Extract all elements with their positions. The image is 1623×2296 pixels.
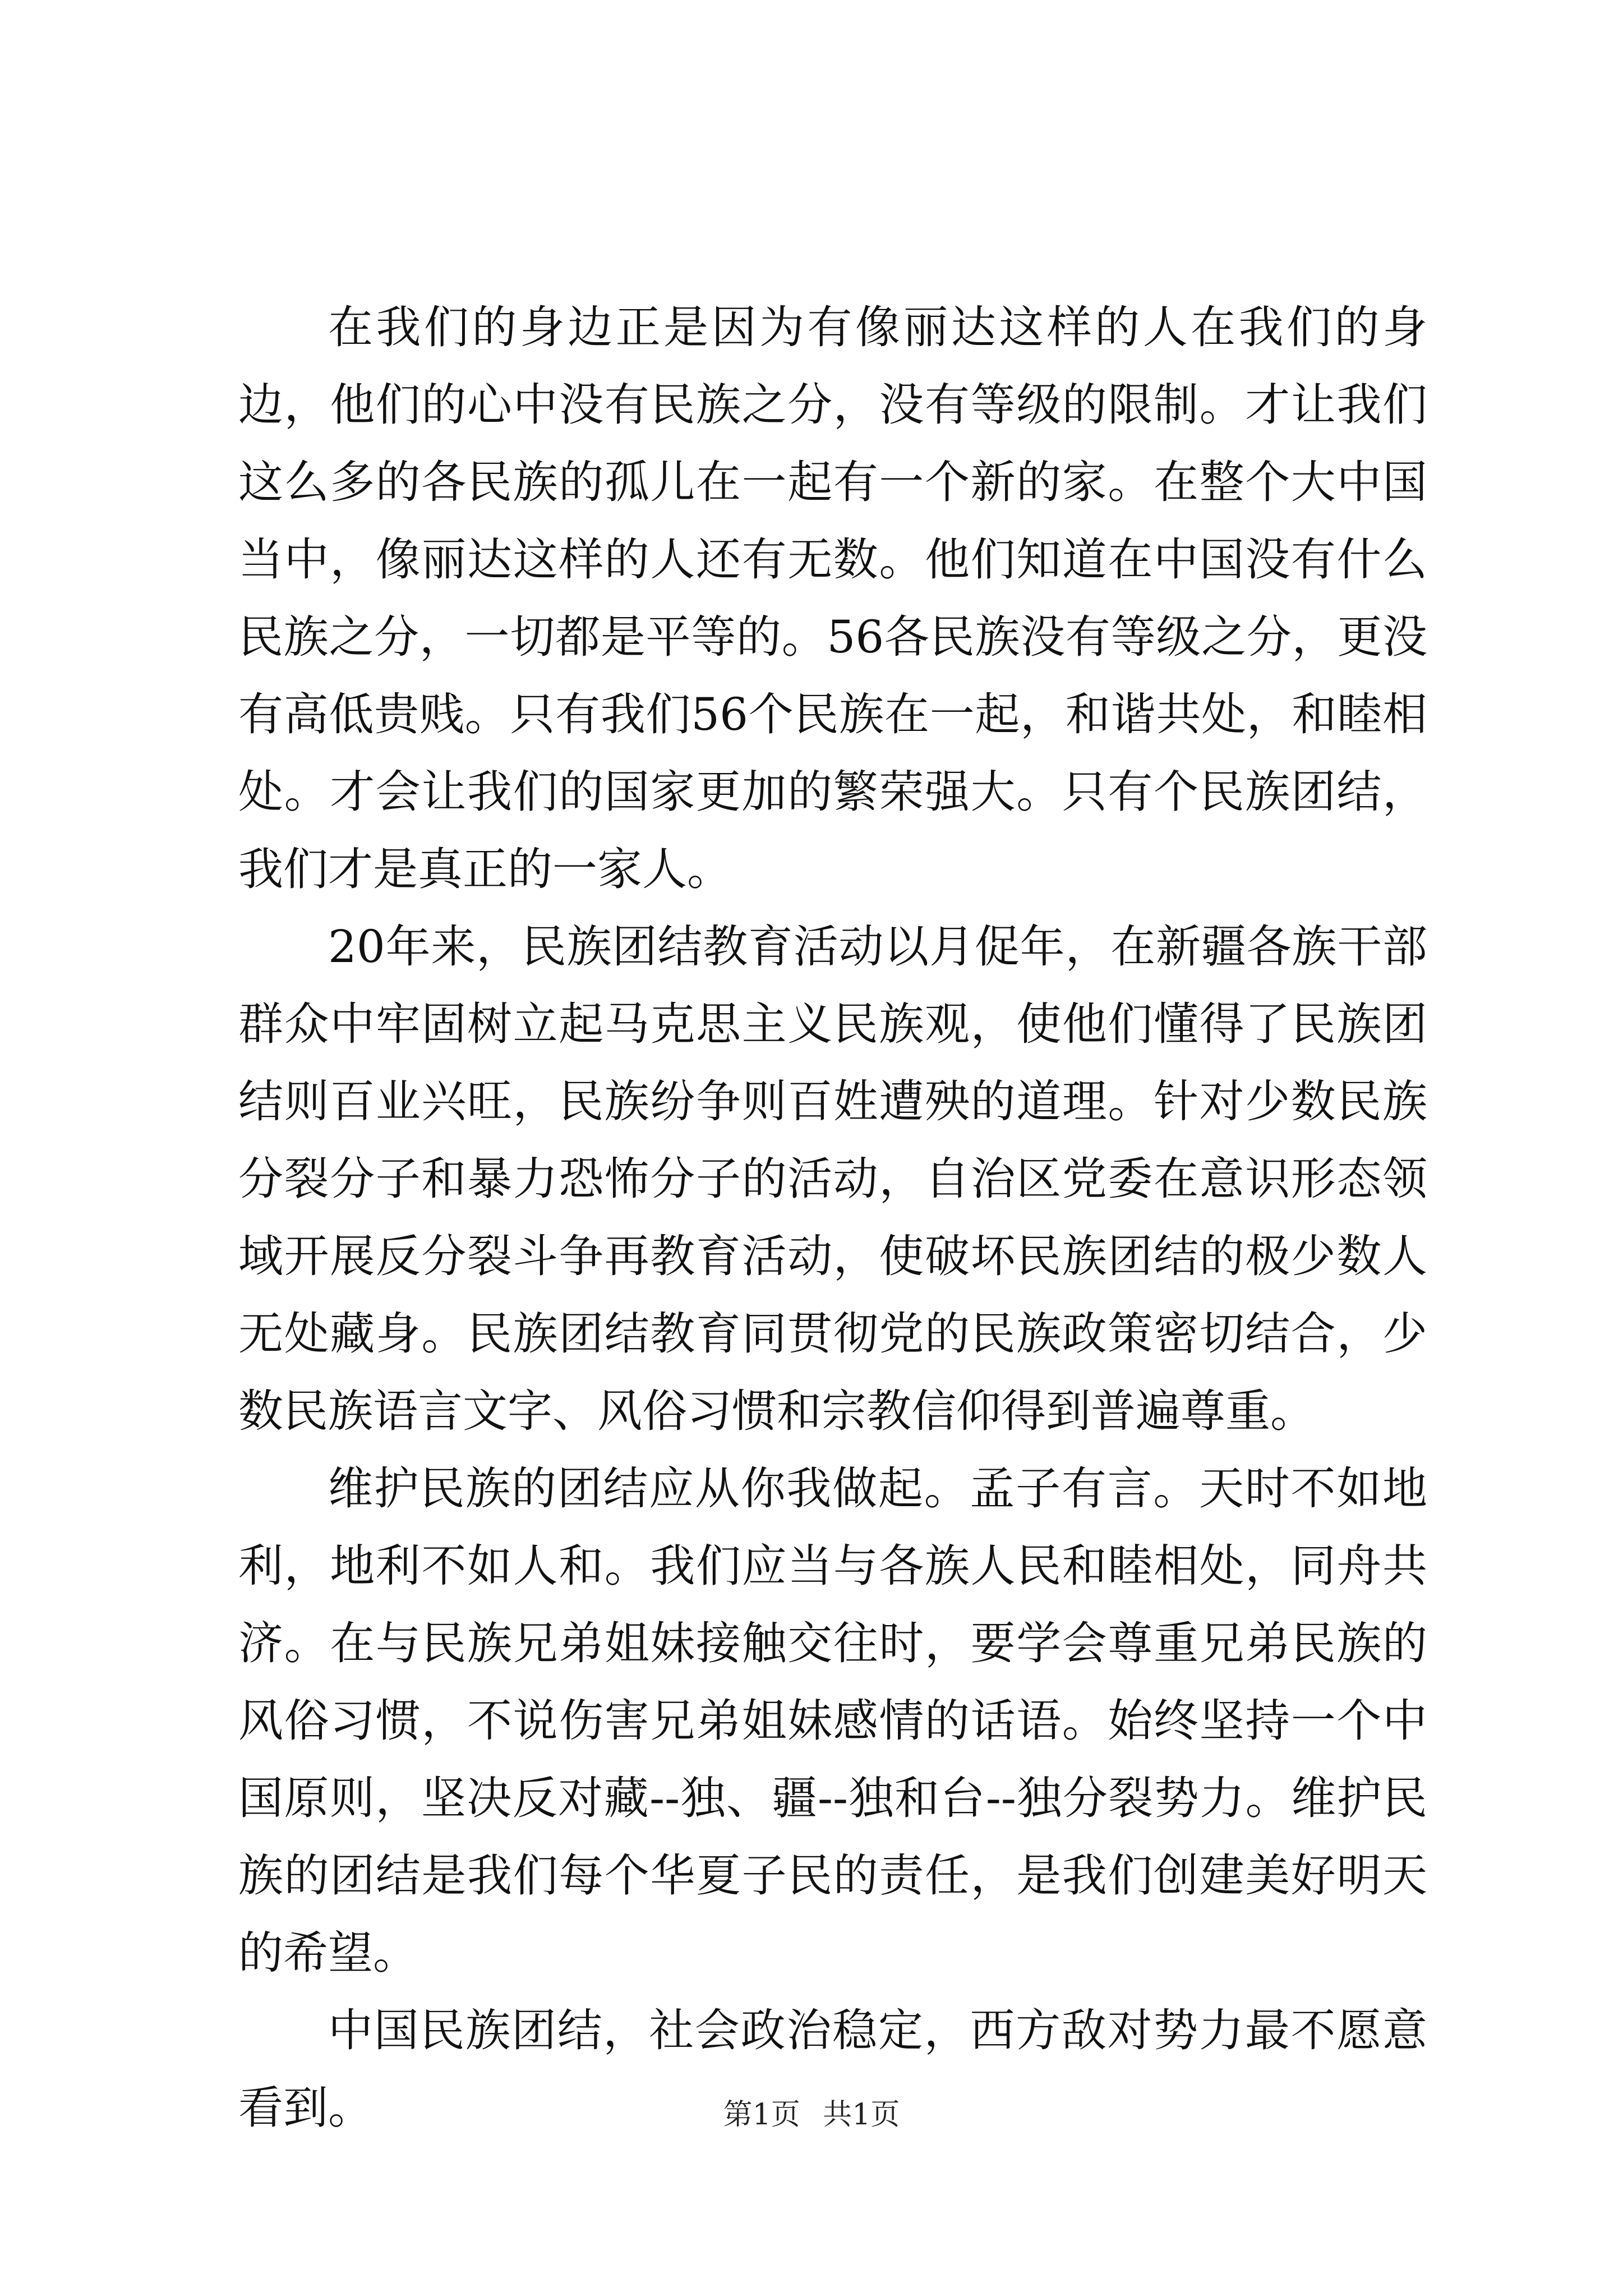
paragraph: 维护民族的团结应从你我做起。孟子有言。天时不如地利，地利不如人和。我们应当与各族人民和睦相处，同舟共济。在与民族兄弟姐妹接触交往时，要学会尊重兄弟民族的风俗习惯，不说伤害兄弟姐妹感情的话语。始终坚持一个中国原则，坚决反对藏--独、疆--独和台--独分裂势力。维护民族的团结是我们每个华夏子民的责任，是我们创建美好明天的希望。: [238, 1462, 1427, 1979]
page-total: 共1页: [823, 2098, 900, 2132]
page-footer: [0, 2098, 1623, 2132]
paragraph: 中国民族团结，社会政治稳定，西方敌对势力最不愿意看到。: [238, 2004, 1427, 2134]
document-body: [238, 289, 1427, 2147]
paragraph: 在我们的身边正是因为有像丽达这样的人在我们的身边，他们的心中没有民族之分，没有等级的限制。才让我们这么多的各民族的孤儿在一起有一个新的家。在整个大中国当中，像丽达这样的人还有无数。他们知道在中国没有什么民族之分，一切都是平等的。56各民族没有等级之分，更没有高低贵贱。只有我们56个民族在一起，和谐共处，和睦相处。才会让我们的国家更加的繁荣强大。只有个民族团结，我们才是真正的一家人。: [238, 301, 1427, 895]
paragraph: 20年来，民族团结教育活动以月促年，在新疆各族干部群众中牢固树立起马克思主义民族观，使他们懂得了民族团结则百业兴旺，民族纷争则百姓遭殃的道理。针对少数民族分裂分子和暴力恐怖分子的活动，自治区党委在意识形态领域开展反分裂斗争再教育活动，使破坏民族团结的极少数人无处藏身。民族团结教育同贯彻党的民族政策密切结合，少数民族语言文字、风俗习惯和宗教信仰得到普遍尊重。: [238, 921, 1427, 1437]
page-number: 第1页: [723, 2098, 800, 2132]
